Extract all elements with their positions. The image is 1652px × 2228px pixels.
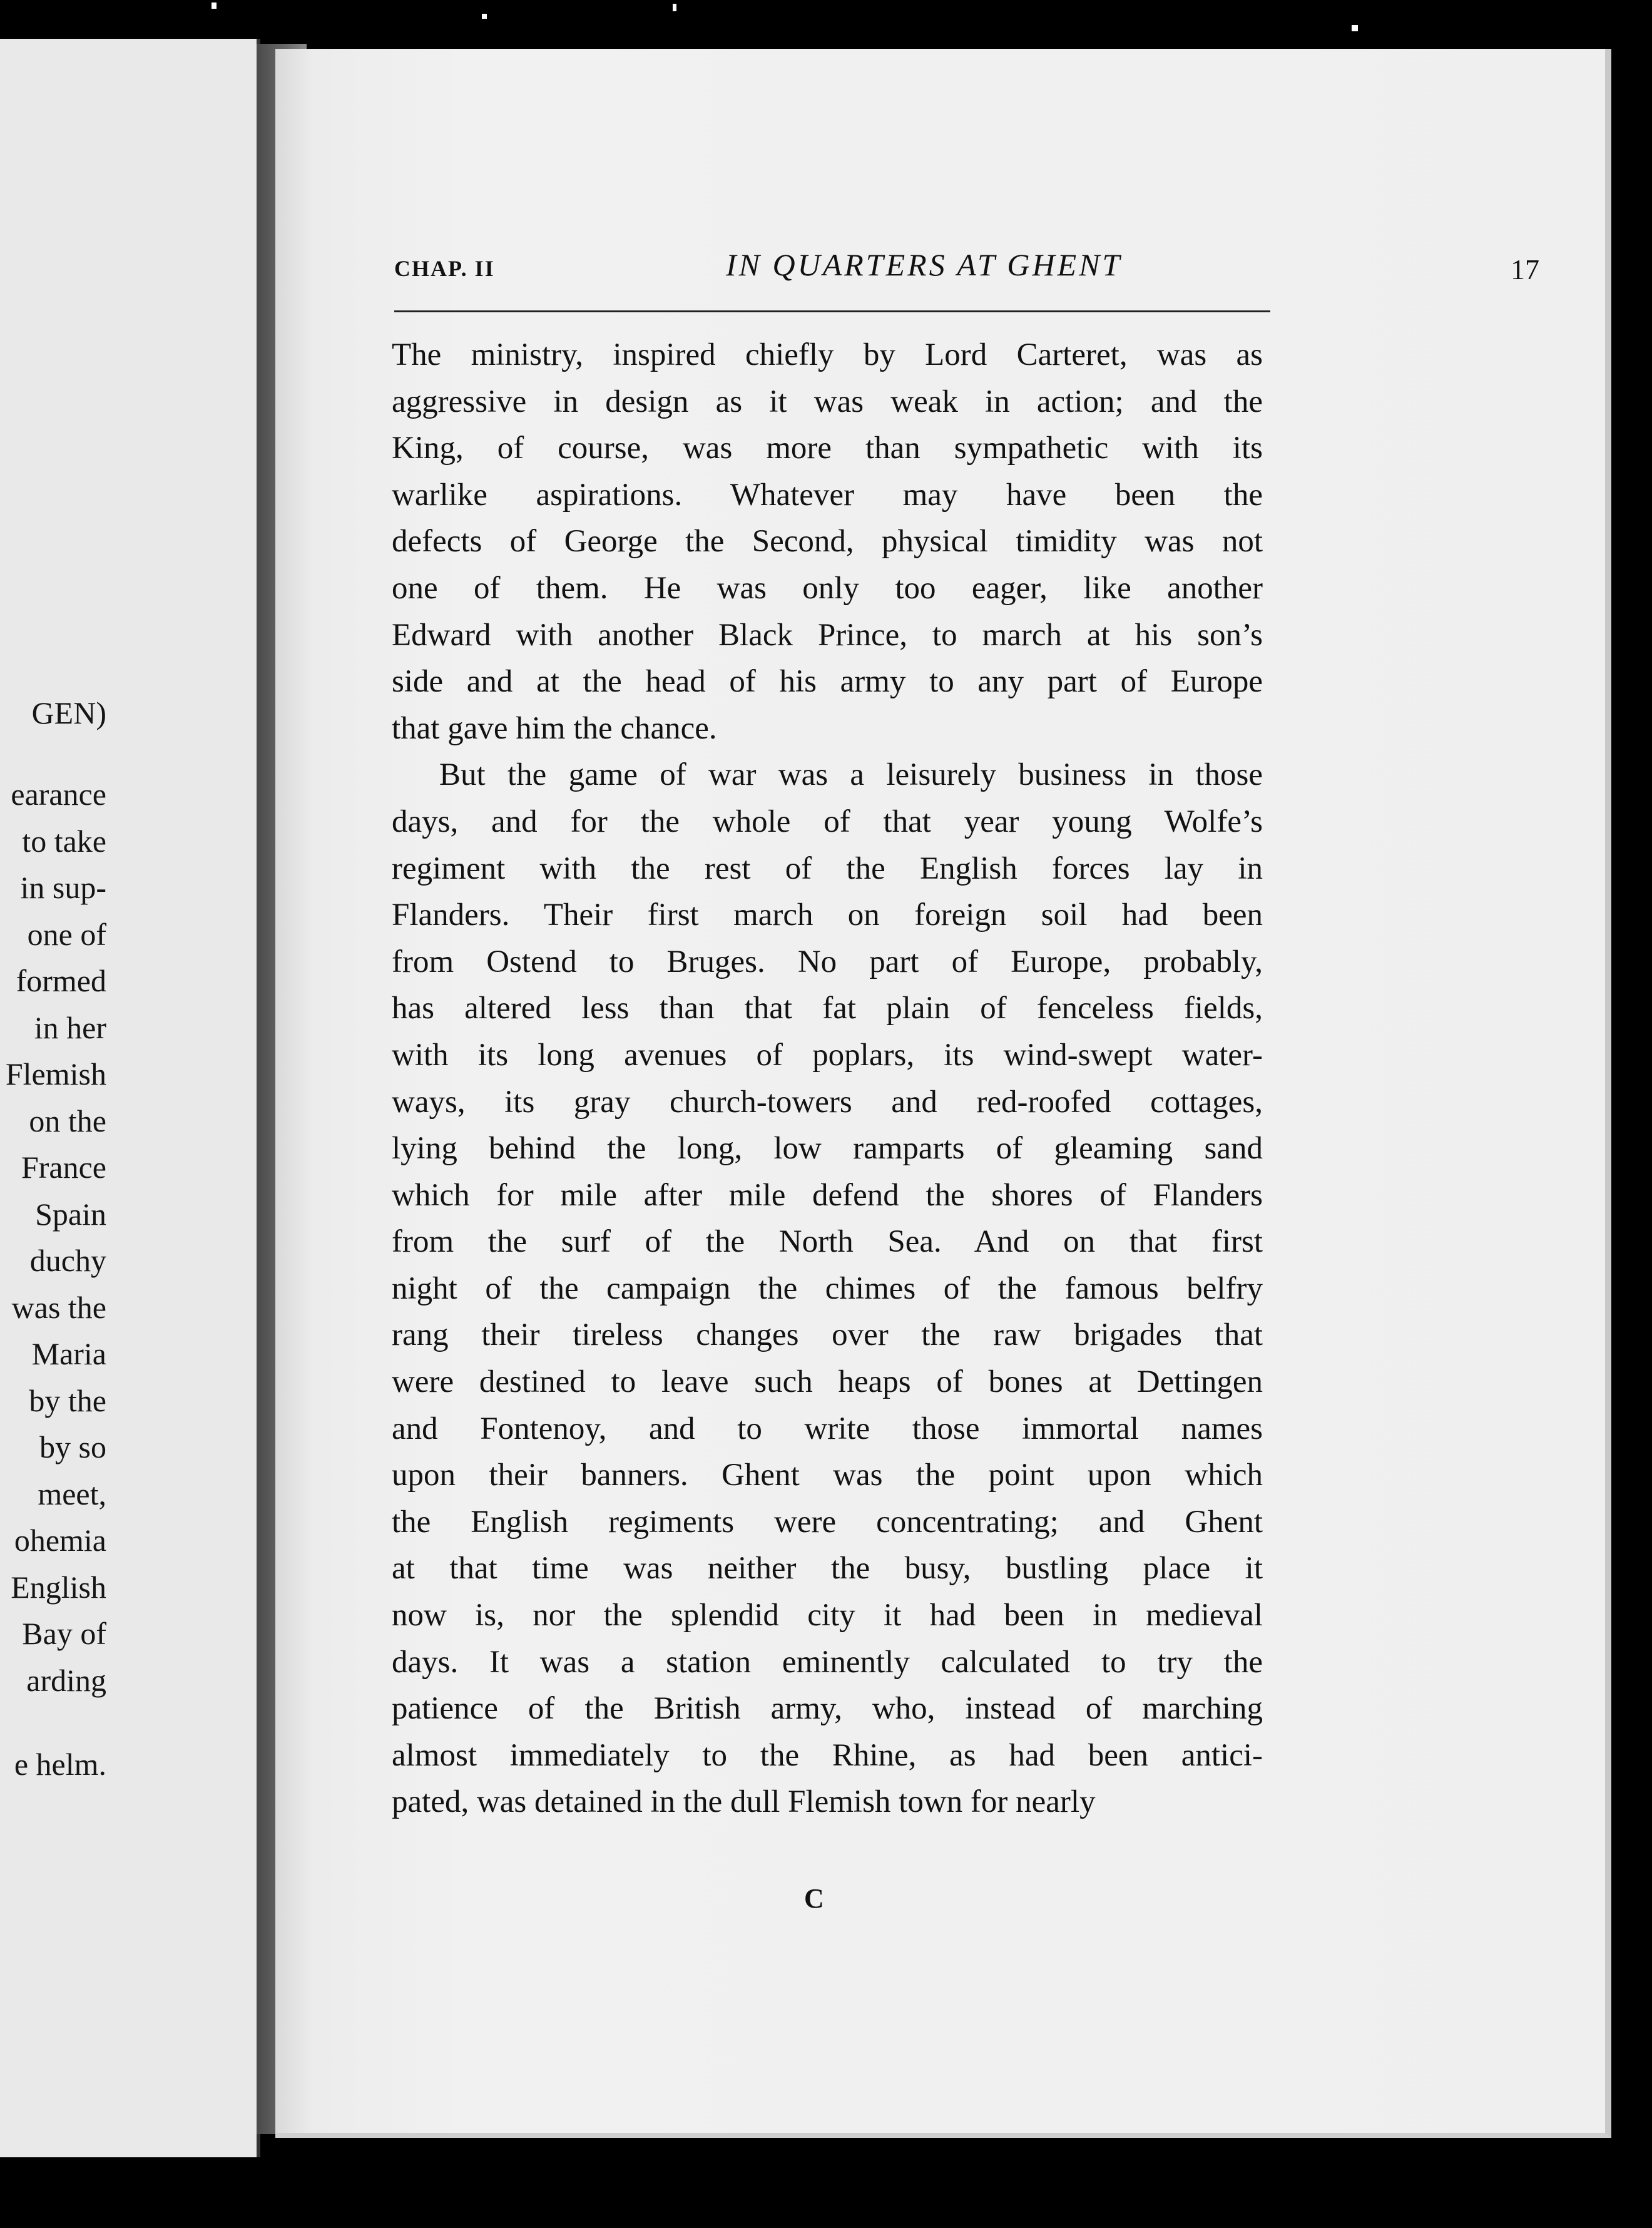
text-line: days, and for the whole of that year young Wolfe’s [392, 804, 1263, 839]
book-page [275, 49, 1611, 2138]
facing-page-line: was the [11, 1289, 106, 1325]
text-line: regiment with the rest of the English forces lay in [392, 851, 1263, 886]
facing-page-line: France [21, 1150, 106, 1185]
text-line: Flanders. Their first march on foreign soil had been [392, 897, 1263, 933]
signature-mark: C [804, 1883, 824, 1914]
facing-page-line: duchy [29, 1243, 106, 1278]
facing-page-line: Bay of [22, 1616, 106, 1651]
text-line: defects of George the Second, physical timidity was not [392, 524, 1263, 560]
text-line: upon their banners. Ghent was the point upon which [392, 1458, 1263, 1493]
facing-page-line: earance [11, 777, 106, 812]
facing-page [0, 39, 260, 2157]
text-line: now is, nor the splendid city it had been in medieval [392, 1598, 1263, 1633]
text-line: from the surf of the North Sea. And on that first [392, 1224, 1263, 1260]
text-line: King, of course, was more than sympathetic with its [392, 431, 1263, 466]
text-line: at that time was neither the busy, bustling place it [392, 1551, 1263, 1587]
text-line: But the game of war was a leisurely business in those [439, 757, 1263, 793]
facing-page-line: Flemish [5, 1056, 106, 1091]
text-line: patience of the British army, who, instead of marching [392, 1691, 1263, 1727]
facing-page-line: in sup- [20, 870, 106, 905]
text-line: ways, its gray church-towers and red-roofed cottages, [392, 1084, 1263, 1120]
text-line: The ministry, inspired chiefly by Lord Carteret, was as [392, 337, 1263, 372]
header-rule [394, 310, 1270, 312]
text-line: pated, was detained in the dull Flemish town for nearly [392, 1784, 1096, 1820]
text-line: has altered less than that fat plain of fenceless fields, [392, 991, 1263, 1026]
facing-page-line: e helm. [14, 1747, 106, 1782]
facing-page-line: Maria [31, 1336, 106, 1371]
text-line: warlike aspirations. Whatever may have been the [392, 477, 1263, 513]
text-line: from Ostend to Bruges. No part of Europe, probably, [392, 944, 1263, 979]
facing-page-line: GEN) [31, 695, 106, 730]
text-line: Edward with another Black Prince, to march at his son’s [392, 617, 1263, 653]
text-line: one of them. He was only too eager, like another [392, 570, 1263, 606]
running-title: IN QUARTERS AT GHENT [726, 247, 1123, 282]
text-line: with its long avenues of poplars, its wind-swept water- [392, 1037, 1263, 1073]
chapter-label: CHAP. II [394, 256, 495, 281]
page-body [392, 332, 1263, 1826]
facing-page-line: by the [29, 1382, 106, 1418]
text-line: aggressive in design as it was weak in action; and the [392, 384, 1263, 419]
facing-page-line: English [11, 1569, 106, 1605]
facing-page-line: ohemia [14, 1523, 106, 1558]
facing-page-line: formed [16, 963, 106, 998]
text-line: almost immediately to the Rhine, as had been antici- [392, 1737, 1263, 1773]
facing-page-line: in her [34, 1009, 106, 1045]
text-line: night of the campaign the chimes of the famous belfry [392, 1270, 1263, 1306]
scan-specks [0, 0, 1652, 38]
text-line: side and at the head of his army to any part of Europe [392, 664, 1263, 700]
text-line: the English regiments were concentrating; and Ghent [392, 1504, 1263, 1540]
text-line: rang their tireless changes over the raw brigades that [392, 1317, 1263, 1353]
page-number: 17 [1511, 253, 1539, 285]
facing-page-line: to take [22, 823, 106, 859]
facing-page-line: on the [29, 1103, 106, 1138]
facing-page-line: Spain [35, 1196, 106, 1232]
text-line: were destined to leave such heaps of bones at Dettingen [392, 1364, 1263, 1400]
facing-page-line: arding [26, 1662, 106, 1698]
facing-page-line: meet, [38, 1476, 106, 1511]
running-head [394, 247, 1539, 290]
text-line: lying behind the long, low ramparts of gleaming sand [392, 1131, 1263, 1167]
facing-page-line: one of [27, 916, 106, 952]
text-line: that gave him the chance. [392, 710, 717, 746]
text-line: and Fontenoy, and to write those immortal names [392, 1411, 1263, 1446]
text-line: days. It was a station eminently calculated to try the [392, 1644, 1263, 1680]
text-line: which for mile after mile defend the shores of Flanders [392, 1177, 1263, 1213]
facing-page-line: by so [39, 1429, 106, 1464]
